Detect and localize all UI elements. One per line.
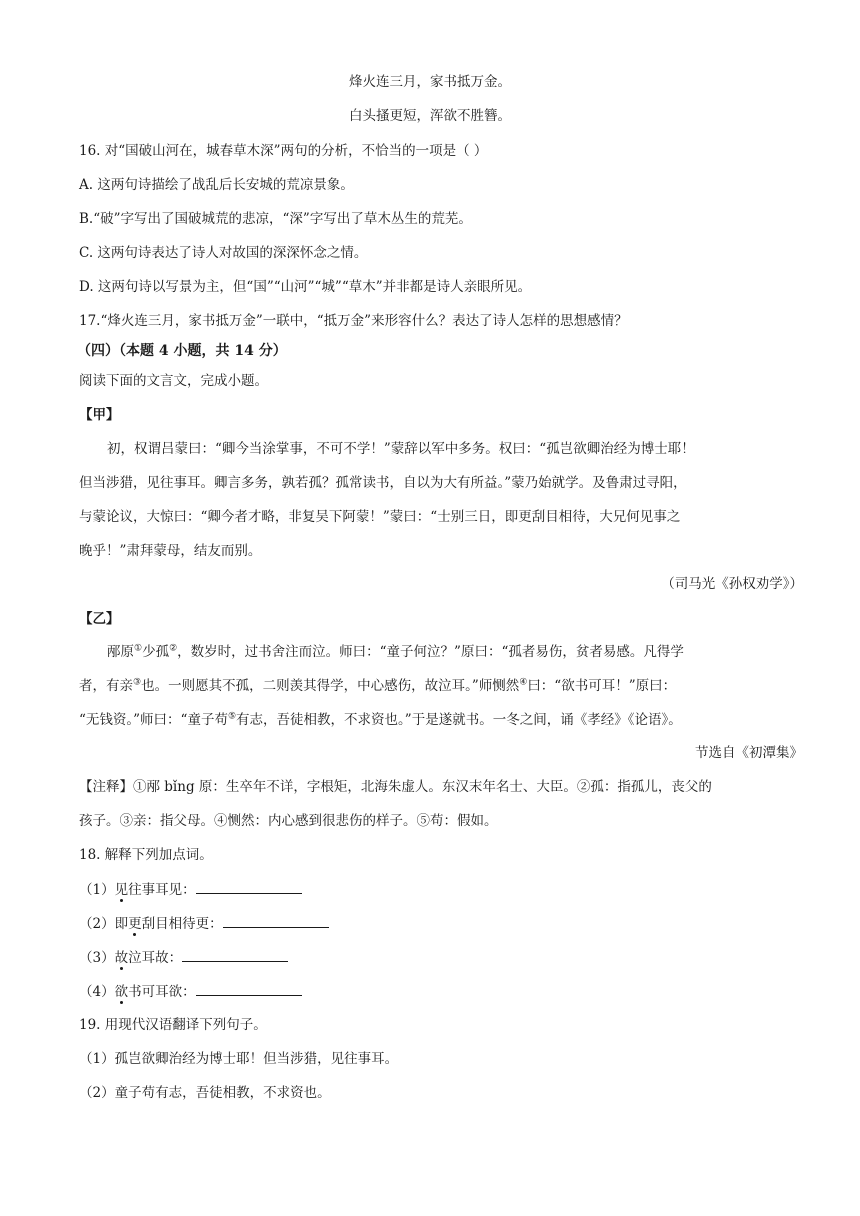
passage-jia-line: 晚乎！”肃拜蒙母，结友而别。 [79,543,262,559]
section-4-title: （四）（本题 4 小题，共 14 分） [77,343,287,359]
annotation-line: 孩子。③亲：指父母。④恻然：内心感到很悲伤的样子。⑤苟：假如。 [79,813,498,829]
emphasis-dot-char: 见 [114,882,129,898]
passage-yi-source: 节选自《初潭集》 [695,745,803,761]
answer-blank[interactable] [196,879,302,894]
question-16-option-d: D. 这两句诗以写景为主，但“国”“山河”“城”“草木”并非都是诗人亲眼所见。 [79,279,532,295]
passage-yi-line: “无钱资。”师曰：“童子苟⑤有志，吾徒相教，不求资也。”于是遂就书。一冬之间，诵《孝经》《论语》。 [79,711,682,728]
section-4-intro: 阅读下面的文言文，完成小题。 [79,373,268,389]
passage-jia-source: （司马光《孙权劝学》） [661,576,803,592]
footnote-marker: ④ [519,677,528,688]
emphasis-dot-char: 故 [114,950,129,966]
emphasis-dot-char: 欲 [114,984,129,1000]
question-18-item-4: （4）欲书可耳欲： [79,981,302,1002]
poem-line-2: 白头搔更短，浑欲不胜簪。 [349,108,511,124]
poem-line-1: 烽火连三月，家书抵万金。 [349,74,511,90]
footnote-marker: ① [134,643,143,654]
passage-jia-line: 与蒙论议，大惊曰：“卿今者才略，非复吴下阿蒙！”蒙曰：“士别三日，即更刮目相待，大兄何见事之 [79,509,681,525]
answer-blank[interactable] [182,947,288,962]
question-19-sentence-1: （1）孤岂欲卿治经为博士耶！但当涉猎，见往事耳。 [79,1051,399,1067]
passage-yi-label: 【乙】 [79,611,120,627]
question-16-option-a: A. 这两句诗描绘了战乱后长安城的荒凉景象。 [79,177,354,193]
answer-blank[interactable] [196,981,302,996]
question-17: 17.“烽火连三月，家书抵万金”一联中，“抵万金”来形容什么？表达了诗人怎样的思想感情？ [79,313,628,329]
passage-jia-line: 初，权谓吕蒙曰：“卿今当涂掌事，不可不学！”蒙辞以军中多务。权曰：“孤岂欲卿治经为博士耶！ [107,441,695,457]
question-18-item-1: （1）见往事耳见： [79,879,302,900]
question-16-option-c: C. 这两句诗表达了诗人对故国的深深怀念之情。 [79,245,368,261]
question-18-item-3: （3）故泣耳故： [79,947,288,968]
passage-jia-label: 【甲】 [79,407,120,423]
answer-blank[interactable] [223,913,329,928]
question-18-item-2: （2）即更刮目相待更： [79,913,329,934]
question-16-option-b: B.“破”字写出了国破城荒的悲凉，“深”字写出了草木丛生的荒芜。 [79,211,472,227]
passage-yi-line: 邴原①少孤②，数岁时，过书舍注而泣。师曰：“童子何泣？”原曰：“孤者易伤，贫者易感。凡得学 [107,643,684,660]
footnote-marker: ⑤ [227,711,237,722]
emphasis-dot-char: 更 [128,916,142,932]
passage-yi-line: 者，有亲③也。一则愿其不孤，二则羡其得学，中心感伤，故泣耳。”师恻然④曰：“欲书可耳！”原曰： [79,677,677,694]
annotation-line: 【注释】①邴 bǐng 原：生卒年不详，字根矩，北海朱虚人。东汉末年名士、大臣。②孤：指孤儿，丧父的 [79,779,712,795]
footnote-marker: ② [169,643,178,654]
question-16-stem: 16. 对“国破山河在，城春草木深”两句的分析，不恰当的一项是（ ） [79,143,488,159]
footnote-marker: ③ [133,677,142,688]
question-19-stem: 19. 用现代汉语翻译下列句子。 [79,1017,267,1033]
question-19-sentence-2: （2）童子苟有志，吾徒相教，不求资也。 [79,1085,331,1101]
question-18-stem: 18. 解释下列加点词。 [79,847,213,863]
passage-jia-line: 但当涉猎，见往事耳。卿言多务，孰若孤？孤常读书，自以为大有所益。”蒙乃始就学。及鲁肃过寻阳， [79,475,687,491]
